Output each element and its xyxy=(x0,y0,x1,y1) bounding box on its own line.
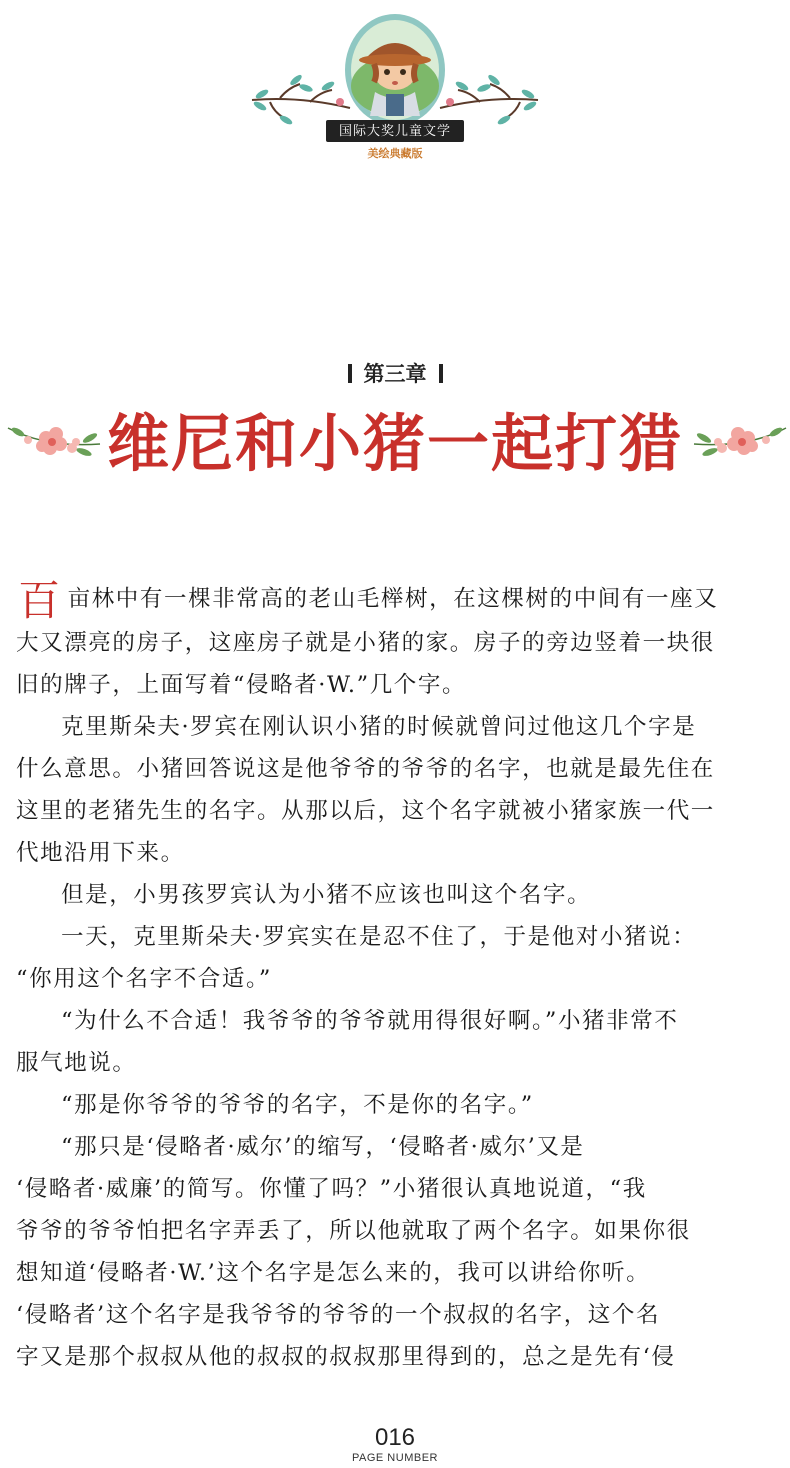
series-title-banner: 国际大奖儿童文学 xyxy=(326,120,464,142)
edition-label: 美绘典藏版 xyxy=(367,148,423,160)
text-line: “那是你爷爷的爷爷的名字，不是你的名字。” xyxy=(61,1092,534,1118)
text-line: 服气地说。 xyxy=(16,1050,137,1076)
text-line: 克里斯朵夫·罗宾在刚认识小猪的时候就曾问过他这几个字是 xyxy=(61,714,697,740)
chapter-bar-right xyxy=(439,364,443,383)
text-line: 但是，小男孩罗宾认为小猪不应该也叫这个名字。 xyxy=(61,882,592,908)
paragraph-3 xyxy=(16,874,782,916)
text-line: 亩林中有一棵非常高的老山毛榉树，在这棵树的中间有一座又 xyxy=(67,586,719,612)
paragraph-4 xyxy=(16,916,782,1000)
series-emblem xyxy=(240,8,550,158)
chapter-bar-left xyxy=(348,364,352,383)
paragraph-2 xyxy=(16,706,782,874)
text-line: 字又是那个叔叔从他的叔叔的叔叔那里得到的，总之是先有‘侵 xyxy=(16,1344,676,1370)
page-number: 016 xyxy=(374,1424,416,1451)
text-line: ‘侵略者’这个名字是我爷爷的爷爷的一个叔叔的名字，这个名 xyxy=(16,1302,661,1328)
text-line: 这里的老猪先生的名字。从那以后，这个名字就被小猪家族一代一 xyxy=(16,798,715,824)
chapter-number: 第三章 xyxy=(363,363,427,386)
text-line: 爷爷的爷爷怕把名字弄丢了，所以他就取了两个名字。如果你很 xyxy=(16,1218,691,1244)
paragraph-7 xyxy=(16,1126,782,1378)
text-line: 大又漂亮的房子，这座房子就是小猪的家。房子的旁边竖着一块很 xyxy=(16,630,715,656)
dropcap: 百 xyxy=(18,576,62,625)
text-line: 一天，克里斯朵夫·罗宾实在是忍不住了，于是他对小猪说： xyxy=(61,924,697,950)
page-number-label: PAGE NUMBER xyxy=(352,1452,438,1464)
text-line: 代地沿用下来。 xyxy=(16,840,185,866)
chapter-title: 维尼和小猪一起打猎 xyxy=(106,407,683,480)
text-line: 旧的牌子，上面写着“侵略者·W.”几个字。 xyxy=(16,672,467,698)
chapter-label xyxy=(0,358,790,388)
text-line: ‘侵略者·威廉’的简写。你懂了吗？”小猪很认真地说道，“我 xyxy=(16,1176,647,1202)
paragraph-5 xyxy=(16,1000,782,1084)
paragraph-1 xyxy=(16,578,782,706)
text-line: “为什么不合适！我爷爷的爷爷就用得很好啊。”小猪非常不 xyxy=(61,1008,679,1034)
chapter-body xyxy=(16,578,782,1378)
paragraph-6 xyxy=(16,1084,782,1126)
text-line: “那只是‘侵略者·威尔’的缩写，‘侵略者·威尔’又是 xyxy=(61,1134,585,1160)
text-line: 什么意思。小猪回答说这是他爷爷的爷爷的名字，也就是最先住在 xyxy=(16,756,715,782)
text-line: 想知道‘侵略者·W.’这个名字是怎么来的，我可以讲给你听。 xyxy=(16,1260,651,1286)
text-line: “你用这个名字不合适。” xyxy=(16,966,272,992)
